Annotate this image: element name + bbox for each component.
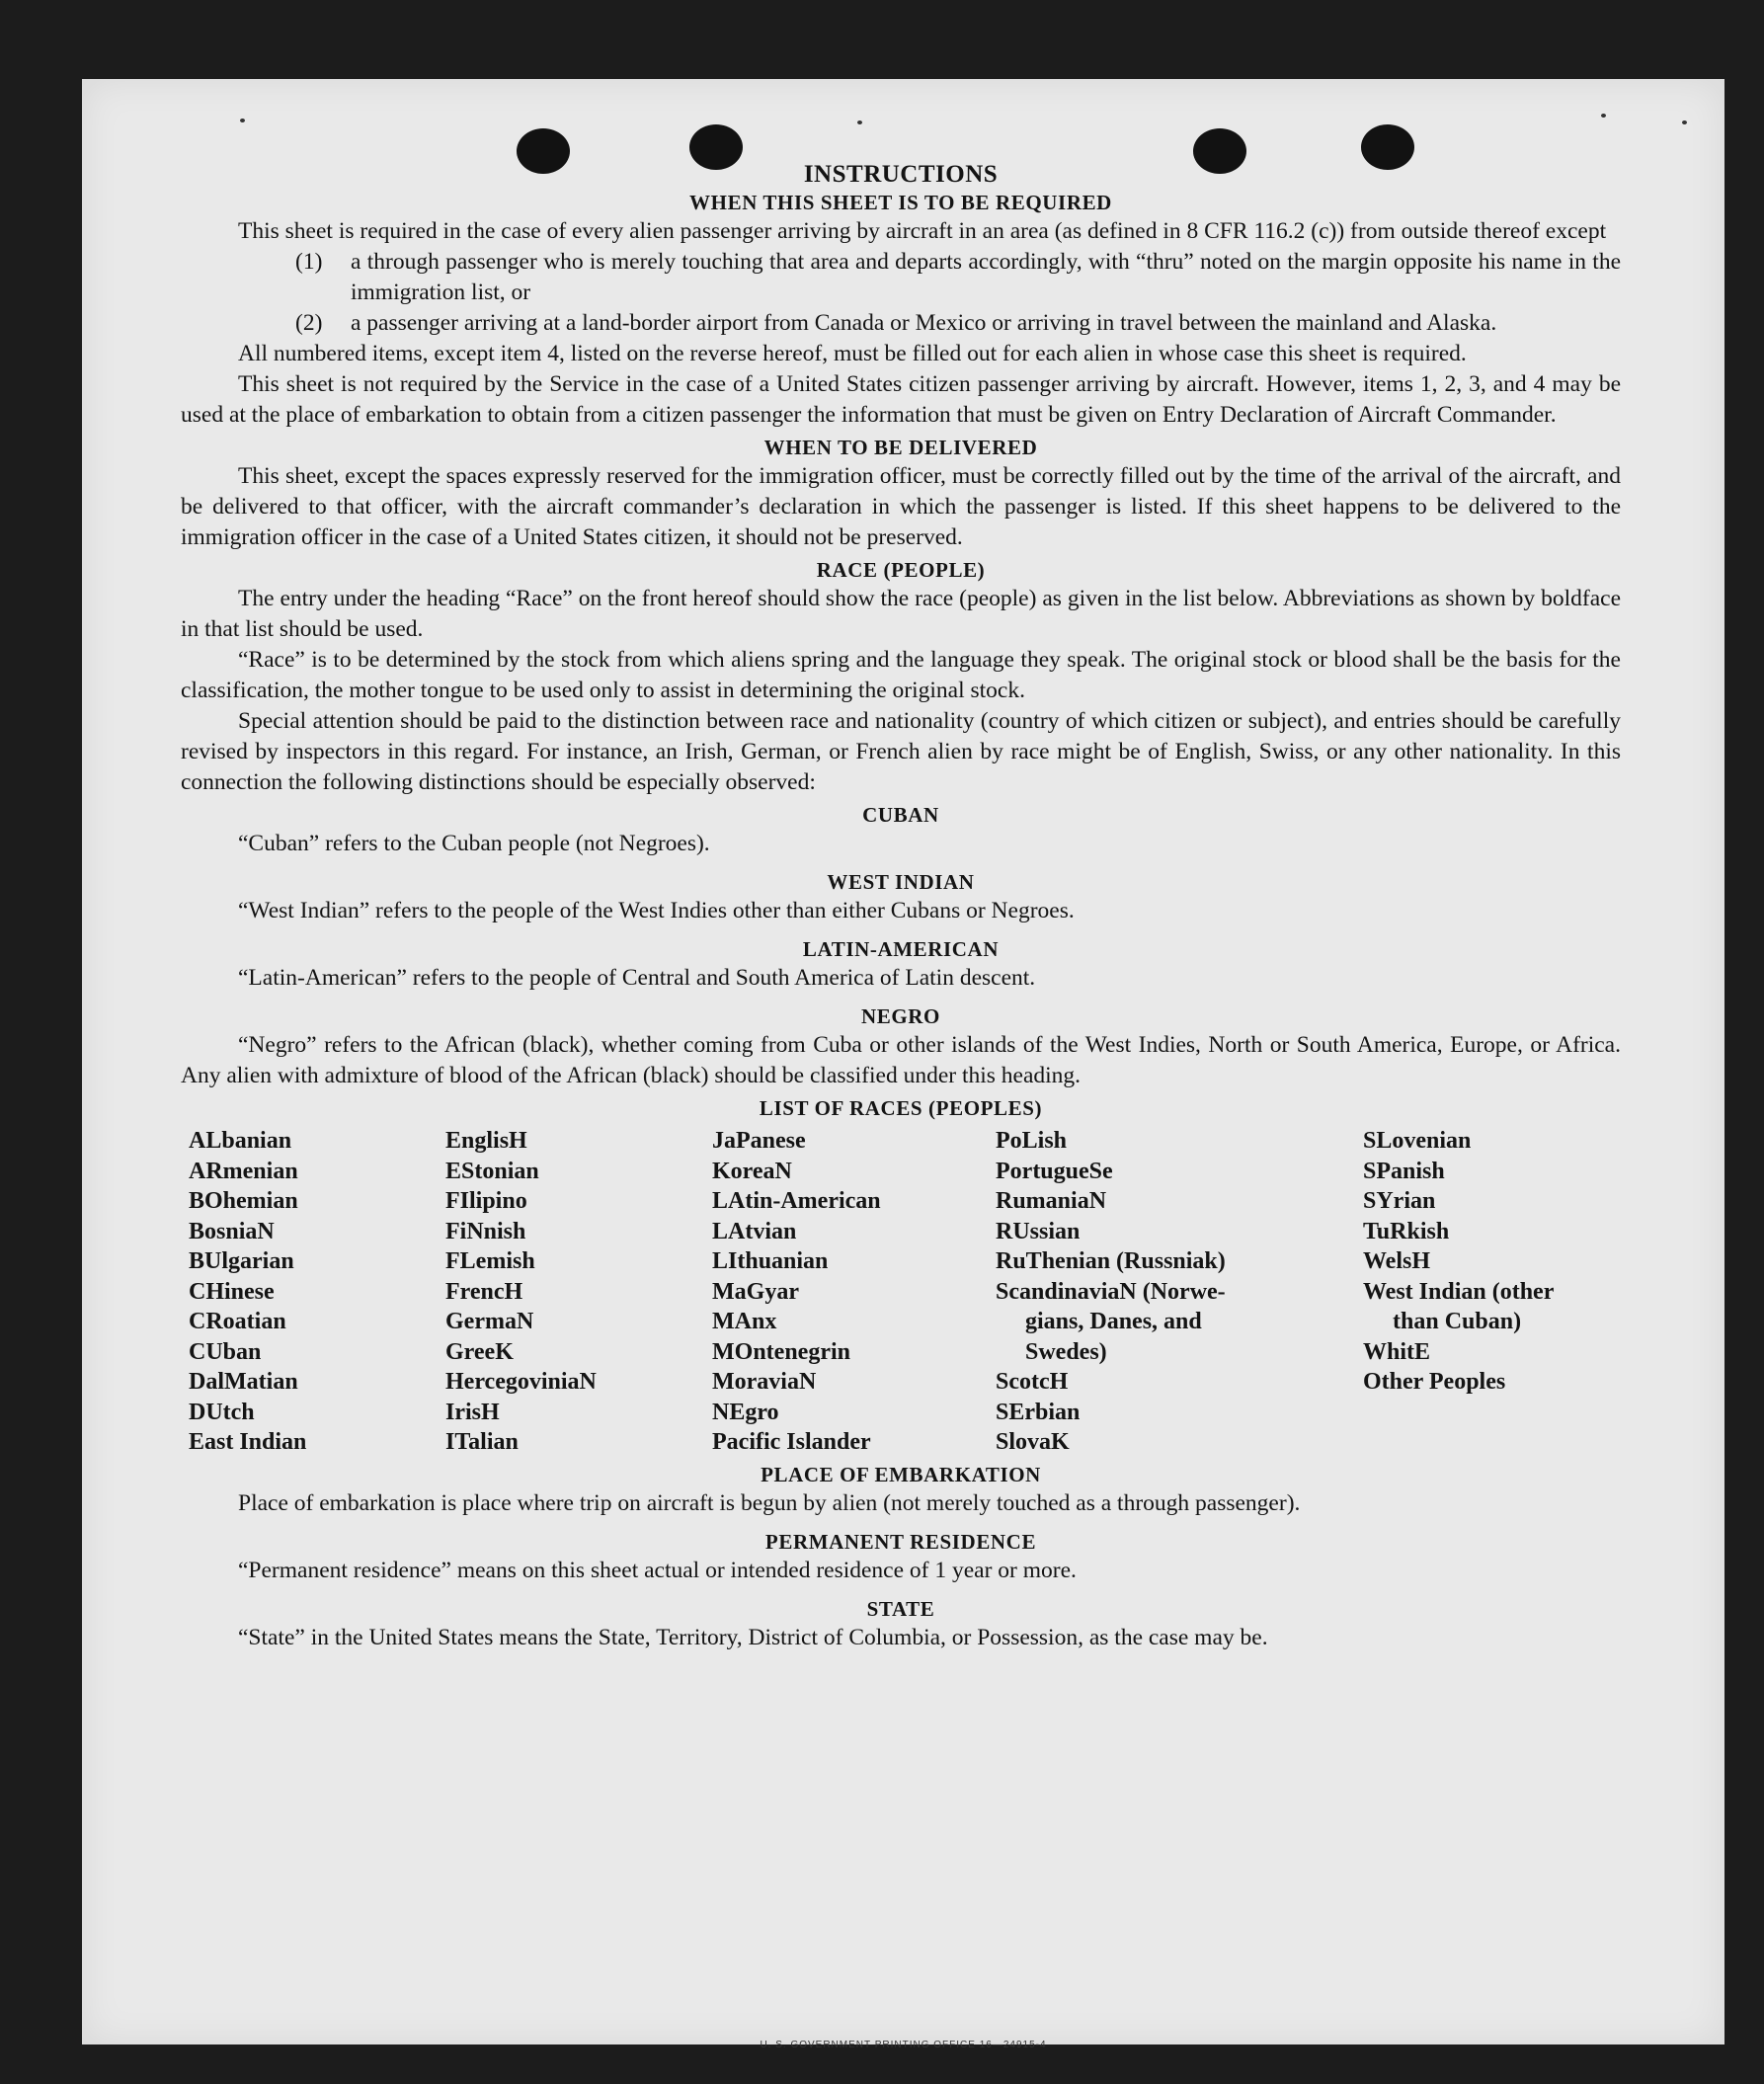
subheading-cuban: CUBAN — [862, 803, 939, 827]
subheading-west-indian: WEST INDIAN — [827, 870, 975, 894]
race-entry: DUtch — [189, 1399, 255, 1425]
race-entry: FIlipino — [445, 1188, 527, 1214]
race-entry: RumaniaN — [996, 1188, 1107, 1214]
paragraph: Place of embarkation is place where trip on aircraft is begun by alien (not merely touched as a through passenger). — [238, 1489, 1301, 1516]
race-entry: BOhemian — [189, 1188, 298, 1214]
race-entry: NEgro — [712, 1399, 779, 1425]
exception-item — [295, 308, 1621, 339]
races-column-5 — [1363, 1126, 1620, 1458]
paragraph: This sheet is required in the case of every alien passenger arriving by aircraft in an area (as defined in 8 CFR 116.2 (c)) from outside thereof except — [238, 218, 1607, 244]
race-entry: West Indian (other — [1363, 1278, 1555, 1305]
paragraph: “Race” is to be determined by the stock from which aliens spring and the language they speak. The original stock or blood shall be the basis for the classification, the mother tongue to be used only to assist in determining the original stock. — [181, 647, 1621, 703]
race-entry: RUssian — [996, 1218, 1081, 1244]
race-entry: LAtin-American — [712, 1188, 881, 1214]
exception-item — [295, 247, 1621, 308]
definition-text: “West Indian” refers to the people of the West Indies other than either Cubans or Negroes. — [238, 898, 1075, 923]
race-entry: RuThenian (Russniak) — [996, 1248, 1226, 1274]
section-heading-required: WHEN THIS SHEET IS TO BE REQUIRED — [689, 191, 1112, 214]
race-entry: EnglisH — [445, 1128, 527, 1154]
race-entry: PortugueSe — [996, 1158, 1113, 1184]
race-entry: East Indian — [189, 1429, 307, 1455]
race-entry: TuRkish — [1363, 1218, 1450, 1244]
race-entry: LIthuanian — [712, 1248, 829, 1274]
section-heading-state: STATE — [866, 1596, 935, 1621]
speck-mark — [1682, 120, 1687, 124]
race-entry: Other Peoples — [1363, 1369, 1506, 1395]
races-column-3 — [712, 1126, 996, 1458]
item-number: (2) — [295, 310, 323, 336]
race-entry: MaGyar — [712, 1278, 799, 1305]
item-text: a through passenger who is merely touching that area and departs accordingly, with “thru” noted on the margin opposite his name in the immigration list, or — [351, 249, 1621, 305]
instructions-text — [181, 160, 1621, 1653]
speck-mark — [857, 120, 862, 124]
race-entry: JaPanese — [712, 1128, 806, 1154]
subheading-negro: NEGRO — [860, 1004, 940, 1028]
definition-text: “Negro” refers to the African (black), whether coming from Cuba or other islands of the West Indies, North or South America, Europe, or Africa. Any alien with admixture of blood of the African (black) should be classified under this heading. — [181, 1032, 1621, 1088]
race-entry: ScandinaviaN (Norwe- — [996, 1278, 1226, 1305]
race-entry: ARmenian — [189, 1158, 298, 1184]
definition-text: “Latin-American” refers to the people of Central and South America of Latin descent. — [238, 965, 1036, 991]
race-entry: ALbanian — [189, 1128, 292, 1154]
speck-mark — [240, 119, 245, 122]
race-entry: FiNnish — [445, 1218, 526, 1244]
race-entry: MoraviaN — [712, 1369, 817, 1395]
race-entry-continued: Swedes) — [1025, 1338, 1107, 1365]
race-entry: ITalian — [445, 1429, 519, 1455]
races-column-1 — [189, 1126, 445, 1458]
race-entry: IrisH — [445, 1399, 500, 1425]
race-entry: MOntenegrin — [712, 1338, 850, 1365]
races-column-4 — [996, 1126, 1363, 1458]
subheading-latin-american: LATIN-AMERICAN — [802, 937, 1000, 961]
race-entry: WelsH — [1363, 1248, 1431, 1274]
section-heading-embarkation: PLACE OF EMBARKATION — [761, 1462, 1041, 1486]
list-of-races-heading: LIST OF RACES (PEOPLES) — [759, 1096, 1043, 1120]
race-entry: LAtvian — [712, 1218, 797, 1244]
speck-mark — [1601, 114, 1606, 118]
definition-text: “Cuban” refers to the Cuban people (not Negroes). — [238, 831, 710, 856]
race-entry: CRoatian — [189, 1309, 286, 1334]
race-entry-continued: gians, Danes, and — [1025, 1309, 1202, 1334]
race-entry: KoreaN — [712, 1158, 792, 1184]
printing-office-footer: U. S. GOVERNMENT PRINTING OFFICE 16—24915-4 — [760, 2040, 1047, 2050]
paragraph: “State” in the United States means the State, Territory, District of Columbia, or Possession, as the case may be. — [238, 1624, 1268, 1650]
race-entry: DalMatian — [189, 1369, 298, 1395]
race-entry-continued: than Cuban) — [1393, 1309, 1522, 1334]
race-entry: ScotcH — [996, 1369, 1069, 1395]
race-entry: HercegoviniaN — [445, 1369, 597, 1395]
race-entry: EStonian — [445, 1158, 539, 1184]
section-heading-permanent-residence: PERMANENT RESIDENCE — [764, 1529, 1037, 1554]
races-column-2 — [445, 1126, 712, 1458]
race-entry: CUban — [189, 1338, 262, 1365]
race-entry: MAnx — [712, 1309, 777, 1334]
paragraph: All numbered items, except item 4, listed on the reverse hereof, must be filled out for each alien in whose case this sheet is required. — [238, 341, 1467, 366]
paragraph: Special attention should be paid to the distinction between race and nationality (country of which citizen or subject), and entries should be carefully revised by inspectors in this regard. For instance, an Irish, German, or French alien by race might be of English, Swiss, or any other nationality. In this connection the following distinctions should be especially observed: — [181, 708, 1621, 795]
race-entry: CHinese — [189, 1278, 275, 1305]
race-entry: FLemish — [445, 1248, 535, 1274]
race-entry: GermaN — [445, 1309, 534, 1334]
race-entry: BUlgarian — [189, 1248, 294, 1274]
race-entry: Pacific Islander — [712, 1429, 871, 1455]
item-text: a passenger arriving at a land-border airport from Canada or Mexico or arriving in travel between the mainland and Alaska. — [351, 310, 1497, 336]
paragraph: “Permanent residence” means on this sheet actual or intended residence of 1 year or more. — [238, 1557, 1077, 1583]
race-entry: PoLish — [996, 1128, 1068, 1154]
instructions-title: INSTRUCTIONS — [803, 161, 999, 188]
item-number: (1) — [295, 249, 323, 275]
race-entry: SPanish — [1363, 1158, 1445, 1184]
races-list — [181, 1126, 1621, 1458]
race-entry: SlovaK — [996, 1429, 1070, 1455]
section-heading-delivered: WHEN TO BE DELIVERED — [763, 436, 1038, 459]
race-entry: GreeK — [445, 1338, 514, 1365]
race-entry: WhitE — [1363, 1338, 1431, 1365]
document-sheet — [82, 79, 1724, 2050]
race-entry: FrencH — [445, 1278, 523, 1305]
paragraph: The entry under the heading “Race” on the front hereof should show the race (people) as given in the list below. Abbreviations as shown by boldface in that list should be used. — [181, 586, 1621, 642]
race-entry: SYrian — [1363, 1188, 1436, 1214]
section-heading-race: RACE (PEOPLE) — [816, 558, 986, 582]
race-entry: BosniaN — [189, 1218, 275, 1244]
paragraph: This sheet, except the spaces expressly reserved for the immigration officer, must be correctly filled out by the time of the arrival of the aircraft, and be delivered to that officer, with the aircraft commander’s declaration in which the passenger is listed. If this sheet happens to be delivered to the immigration officer in the case of a United States citizen, it should not be preserved. — [181, 463, 1621, 550]
race-entry: SLovenian — [1363, 1128, 1472, 1154]
paragraph: This sheet is not required by the Service in the case of a United States citizen passenger arriving by aircraft. However, items 1, 2, 3, and 4 may be used at the place of embarkation to obtain from a citizen passenger the information that must be given on Entry Declaration of Aircraft Commander. — [181, 371, 1621, 428]
race-entry: SErbian — [996, 1399, 1081, 1425]
